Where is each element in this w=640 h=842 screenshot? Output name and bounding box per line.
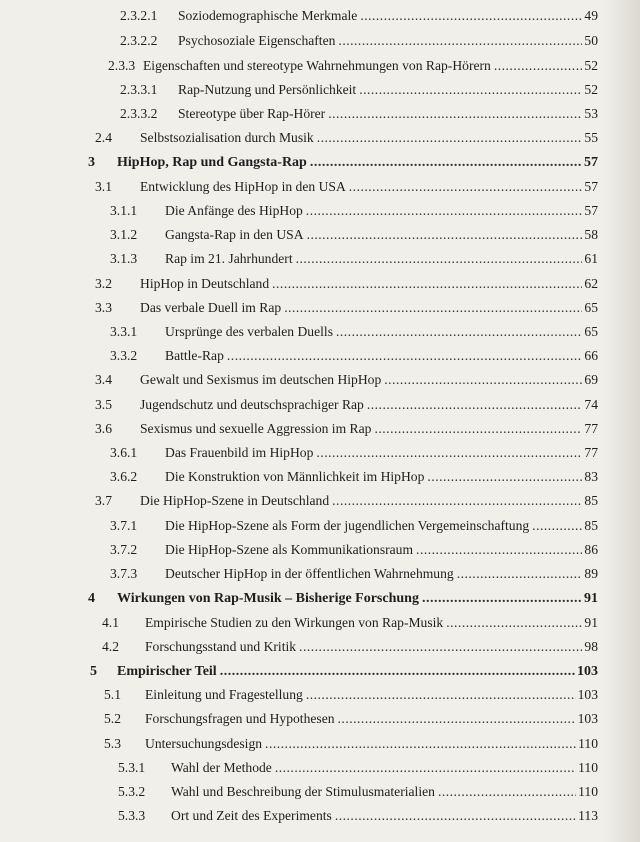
- toc-entry-page: 77: [584, 421, 598, 436]
- toc-entry[interactable]: [95, 297, 598, 319]
- toc-entry-number: 2.3.3.2: [120, 106, 158, 121]
- toc-entry-title: Gewalt und Sexismus im deutschen HipHop: [140, 372, 382, 387]
- toc-entry[interactable]: [110, 515, 598, 537]
- toc-dot-leader: [265, 733, 576, 755]
- toc-entry[interactable]: [95, 369, 598, 391]
- toc-dot-leader: [275, 757, 576, 779]
- toc-entry[interactable]: [110, 466, 598, 488]
- toc-entry-number: 3.6: [95, 421, 112, 436]
- toc-entry-title: Die Konstruktion von Männlichkeit im HipHop: [165, 469, 425, 484]
- toc-entry-page: 62: [584, 276, 598, 291]
- toc-entry-title: HipHop, Rap und Gangsta-Rap: [117, 155, 307, 170]
- toc-entry-title: Forschungsfragen und Hypothesen: [145, 711, 335, 726]
- toc-entry-number: 3.3.2: [110, 348, 138, 363]
- toc-entry-page: 77: [584, 445, 598, 460]
- toc-entry-number: 5.3.3: [118, 808, 146, 823]
- toc-entry-number: 3.2: [95, 276, 112, 291]
- toc-dot-leader: [349, 176, 583, 198]
- toc-entry[interactable]: [90, 661, 598, 683]
- toc-entry[interactable]: [104, 684, 598, 706]
- toc-entry-page: 65: [584, 300, 598, 315]
- toc-entry-page: 85: [584, 518, 598, 533]
- toc-entry-page: 91: [584, 591, 598, 606]
- toc-entry-page: 52: [584, 58, 598, 73]
- toc-entry-title: Die HipHop-Szene als Kommunikationsraum: [165, 542, 414, 557]
- toc-entry-number: 5.3.1: [118, 760, 146, 775]
- toc-entry-number: 3.6.2: [110, 469, 138, 484]
- toc-entry-page: 103: [577, 664, 598, 679]
- toc-dot-leader: [422, 588, 582, 610]
- toc-dot-leader: [446, 612, 582, 634]
- toc-entry-title: Entwicklung des HipHop in den USA: [140, 179, 346, 194]
- toc-entry-number: 2.3.3.1: [120, 82, 158, 97]
- toc-entry-number: 4.2: [102, 639, 119, 654]
- toc-entry-number: 3.1.2: [110, 227, 138, 242]
- toc-entry-page: 57: [584, 179, 598, 194]
- toc-entry[interactable]: [95, 176, 598, 198]
- toc-entry-number: 2.3.2.1: [120, 8, 158, 23]
- toc-entry-page: 58: [584, 227, 598, 242]
- toc-entry[interactable]: [110, 224, 598, 246]
- toc-entry-number: 3.1.3: [110, 251, 138, 266]
- toc-dot-leader: [299, 636, 582, 658]
- toc-dot-leader: [272, 273, 582, 295]
- toc-entry-page: 110: [578, 760, 598, 775]
- toc-dot-leader: [338, 708, 576, 730]
- toc-entry[interactable]: [110, 539, 598, 561]
- toc-entry-page: 49: [584, 8, 598, 23]
- toc-dot-leader: [316, 442, 582, 464]
- toc-entry-number: 2.3.2.2: [120, 33, 158, 48]
- toc-dot-leader: [360, 5, 582, 27]
- toc-entry-number: 5.3.2: [118, 784, 146, 799]
- toc-entry-title: Jugendschutz und deutschsprachiger Rap: [140, 397, 364, 412]
- toc-dot-leader: [336, 321, 582, 343]
- toc-entry-number: 3.7: [95, 493, 112, 508]
- toc-entry-title: Ort und Zeit des Experiments: [171, 808, 332, 823]
- toc-entry[interactable]: [120, 30, 598, 52]
- toc-entry-number: 3.6.1: [110, 445, 138, 460]
- toc-entry-number: 3: [88, 155, 95, 170]
- toc-dot-leader: [532, 515, 582, 537]
- toc-entry[interactable]: [95, 418, 598, 440]
- toc-entry[interactable]: [108, 55, 598, 77]
- toc-entry[interactable]: [95, 127, 598, 149]
- toc-entry-number: 5.2: [104, 711, 121, 726]
- toc-entry[interactable]: [120, 79, 598, 101]
- toc-dot-leader: [306, 200, 583, 222]
- toc-entry[interactable]: [95, 490, 598, 512]
- toc-entry[interactable]: [118, 757, 598, 779]
- toc-entry-page: 89: [584, 566, 598, 581]
- toc-dot-leader: [317, 127, 583, 149]
- toc-entry-page: 50: [584, 33, 598, 48]
- toc-entry-page: 85: [584, 493, 598, 508]
- toc-entry-number: 3.7.1: [110, 518, 138, 533]
- toc-entry-page: 103: [577, 687, 598, 702]
- toc-entry-number: 3.1: [95, 179, 112, 194]
- toc-entry[interactable]: [110, 345, 598, 367]
- toc-entry-number: 3.1.1: [110, 203, 138, 218]
- toc-entry[interactable]: [110, 200, 598, 222]
- toc-entry-page: 103: [577, 711, 598, 726]
- toc-entry[interactable]: [104, 733, 598, 755]
- toc-dot-leader: [384, 369, 582, 391]
- toc-entry-title: Empirische Studien zu den Wirkungen von Rap-Musik: [145, 615, 444, 630]
- page-gutter-shadow: [604, 0, 640, 842]
- toc-entry[interactable]: [88, 588, 598, 610]
- toc-entry[interactable]: [110, 442, 598, 464]
- toc-entry-title: Rap im 21. Jahrhundert: [165, 251, 293, 266]
- toc-entry[interactable]: [102, 636, 598, 658]
- toc-dot-leader: [328, 103, 582, 125]
- toc-entry-number: 2.3.3: [108, 58, 136, 73]
- toc-dot-leader: [367, 394, 583, 416]
- toc-entry-number: 3.3: [95, 300, 112, 315]
- toc-dot-leader: [438, 781, 576, 803]
- toc-entry-number: 4.1: [102, 615, 119, 630]
- toc-entry-page: 110: [578, 784, 598, 799]
- toc-entry-page: 61: [584, 251, 598, 266]
- toc-entry-page: 69: [584, 372, 598, 387]
- toc-entry-title: Eigenschaften und stereotype Wahrnehmungen von Rap-Hörern: [143, 58, 491, 73]
- toc-dot-leader: [307, 224, 583, 246]
- toc-entry-title: Sexismus und sexuelle Aggression im Rap: [140, 421, 372, 436]
- toc-entry-title: Psychosoziale Eigenschaften: [178, 33, 336, 48]
- toc-entry-title: Die HipHop-Szene in Deutschland: [140, 493, 330, 508]
- toc-dot-leader: [427, 466, 582, 488]
- toc-dot-leader: [306, 684, 576, 706]
- toc-dot-leader: [335, 805, 576, 827]
- toc-entry[interactable]: [110, 248, 598, 270]
- toc-entry-page: 57: [584, 155, 598, 170]
- toc-entry-title: Das Frauenbild im HipHop: [165, 445, 314, 460]
- toc-entry-title: Einleitung und Fragestellung: [145, 687, 303, 702]
- toc-entry-number: 3.3.1: [110, 324, 138, 339]
- toc-entry[interactable]: [120, 103, 598, 125]
- toc-entry-title: HipHop in Deutschland: [140, 276, 270, 291]
- toc-entry-page: 55: [584, 130, 598, 145]
- toc-entry-number: 5.3: [104, 736, 121, 751]
- toc-entry-number: 3.7.3: [110, 566, 138, 581]
- toc-entry-number: 3.5: [95, 397, 112, 412]
- toc-entry-title: Stereotype über Rap-Hörer: [178, 106, 326, 121]
- toc-entry-title: Gangsta-Rap in den USA: [165, 227, 304, 242]
- toc-entry-page: 65: [584, 324, 598, 339]
- toc-entry[interactable]: [95, 273, 598, 295]
- toc-dot-leader: [220, 661, 575, 683]
- toc-dot-leader: [284, 297, 582, 319]
- toc-entry-title: Forschungsstand und Kritik: [145, 639, 297, 654]
- toc-entry-page: 91: [584, 615, 598, 630]
- toc-entry-page: 53: [584, 106, 598, 121]
- toc-entry-title: Selbstsozialisation durch Musik: [140, 130, 314, 145]
- toc-entry-page: 113: [578, 808, 598, 823]
- toc-entry-page: 57: [584, 203, 598, 218]
- toc-entry-title: Die HipHop-Szene als Form der jugendlichen Vergemeinschaftung: [165, 518, 530, 533]
- toc-entry-title: Wirkungen von Rap-Musik – Bisherige Forschung: [117, 591, 419, 606]
- toc-entry[interactable]: [110, 321, 598, 343]
- toc-entry-title: Deutscher HipHop in der öffentlichen Wahrnehmung: [165, 566, 454, 581]
- toc-entry[interactable]: [118, 781, 598, 803]
- toc-entry-page: 74: [584, 397, 598, 412]
- toc-entry-title: Die Anfänge des HipHop: [165, 203, 303, 218]
- toc-entry-page: 98: [584, 639, 598, 654]
- toc-dot-leader: [374, 418, 582, 440]
- toc-entry-title: Wahl der Methode: [171, 760, 272, 775]
- toc-entry-title: Ursprünge des verbalen Duells: [165, 324, 333, 339]
- toc-entry-number: 2.4: [95, 130, 112, 145]
- toc-entry-page: 110: [578, 736, 598, 751]
- toc-entry-title: Battle-Rap: [165, 348, 224, 363]
- toc-entry[interactable]: [118, 805, 598, 827]
- toc-entry-number: 3.7.2: [110, 542, 138, 557]
- toc-entry-title: Wahl und Beschreibung der Stimulusmaterialien: [171, 784, 435, 799]
- toc-dot-leader: [494, 55, 583, 77]
- toc-entry[interactable]: [95, 394, 598, 416]
- toc-dot-leader: [227, 345, 583, 367]
- toc-entry-page: 52: [584, 82, 598, 97]
- toc-entry-page: 66: [584, 348, 598, 363]
- toc-entry-title: Empirischer Teil: [117, 664, 217, 679]
- toc-dot-leader: [457, 563, 583, 585]
- toc-entry[interactable]: [102, 612, 598, 634]
- toc-dot-leader: [310, 152, 582, 174]
- toc-entry-title: Das verbale Duell im Rap: [140, 300, 282, 315]
- toc-entry[interactable]: [88, 152, 598, 174]
- toc-entry-title: Rap-Nutzung und Persönlichkeit: [178, 82, 357, 97]
- toc-entry-page: 83: [584, 469, 598, 484]
- toc-entry-number: 3.4: [95, 372, 112, 387]
- toc-entry-title: Soziodemographische Merkmale: [178, 8, 358, 23]
- toc-dot-leader: [338, 30, 582, 52]
- toc-dot-leader: [359, 79, 582, 101]
- toc-entry-number: 5: [90, 664, 97, 679]
- toc-entry-number: 5.1: [104, 687, 121, 702]
- toc-dot-leader: [296, 248, 583, 270]
- toc-entry[interactable]: [110, 563, 598, 585]
- toc-dot-leader: [332, 490, 582, 512]
- toc-entry-title: Untersuchungsdesign: [145, 736, 263, 751]
- toc-dot-leader: [416, 539, 582, 561]
- toc-entry-page: 86: [584, 542, 598, 557]
- toc-entry[interactable]: [120, 5, 598, 27]
- toc-entry[interactable]: [104, 708, 598, 730]
- toc-entry-number: 4: [88, 591, 95, 606]
